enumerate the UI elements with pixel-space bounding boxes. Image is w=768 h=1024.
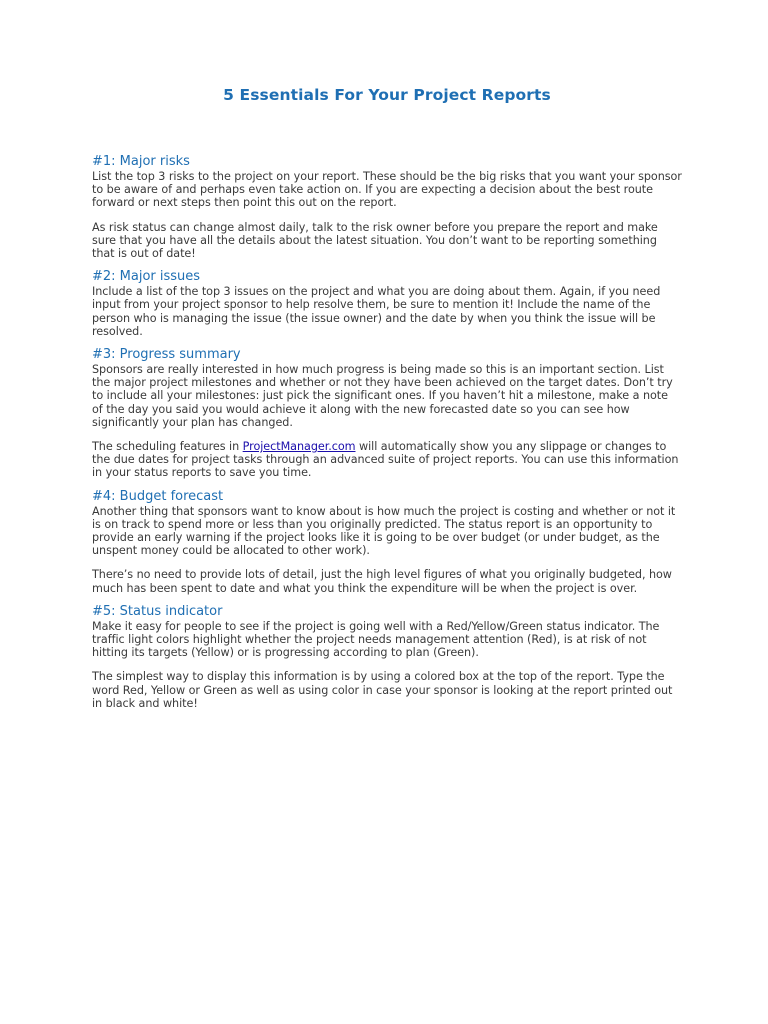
paragraph: Another thing that sponsors want to know about is how much the project is costing and whether or not it is on track to spend more or less than you originally predicted. The status report is an opportunity to provide an early warning if the project looks like it is going to be over budget (or under budget, as the unspent money could be allocated to other work). [92,504,676,558]
paragraph-with-link [92,440,682,480]
section-heading: #4: Budget forecast [92,488,224,504]
section-heading: #3: Progress summary [92,347,241,363]
document-title: 5 Essentials For Your Project Reports [223,86,551,104]
paragraph: The simplest way to display this information is by using a colored box at the top of the report. Type the word Red, Yellow or Green as well as using color in case your sponsor is looking at the report printed out in black and white! [92,670,673,710]
section-major-risks [92,154,682,260]
paragraph: Make it easy for people to see if the project is going well with a Red/Yellow/Green status indicator. The traffic light colors highlight whether the project needs management attention (Red), is at risk of not hitting its targets (Yellow) or is progressing according to plan (Green). [92,619,660,660]
section-heading: #2: Major issues [92,269,201,285]
section-status-indicator [92,604,682,710]
projectmanager-link[interactable]: ProjectManager.com [242,440,356,454]
section-progress-summary [92,347,682,480]
paragraph: As risk status can change almost daily, talk to the risk owner before you prepare the report and make sure that you have all the details about the latest situation. You don’t want to be reporting something that is out of date! [92,220,658,261]
section-major-issues [92,269,682,338]
paragraph: There’s no need to provide lots of detail, just the high level figures of what you originally budgeted, how much has been spent to date and what you think the expenditure will be when the project is over. [92,568,672,595]
paragraph: Sponsors are really interested in how much progress is being made so this is an important section. List the major project milestones and whether or not they have been achieved on the target dates. Don’t try to include all your milestones: just pick the significant ones. If you haven’t hit a milestone, make a note of the day you said you would achieve it along with the new forecasted date so you can see how significantly your plan has changed. [92,363,673,429]
link-paragraph-before: The scheduling features in [92,440,243,454]
section-heading: #5: Status indicator [92,603,223,619]
section-budget-forecast [92,489,682,595]
document-page [92,86,682,719]
link-paragraph-after: will automatically show you any slippage or changes to the due dates for project tasks through an advanced suite of project reports. You can use this information in your status reports to save you time. [92,440,679,480]
paragraph: Include a list of the top 3 issues on the project and what you are doing about them. Again, if you need input from your project sponsor to help resolve them, be sure to mention it! Include the name of the person who is managing the issue (the issue owner) and the date by when you think the issue will be resolved. [92,285,661,338]
paragraph: List the top 3 risks to the project on your report. These should be the big risks that you want your sponsor to be aware of and perhaps even take action on. If you are expecting a decision about the best route forward or next steps then point this out on the report. [92,170,682,210]
section-heading: #1: Major risks [92,154,190,169]
